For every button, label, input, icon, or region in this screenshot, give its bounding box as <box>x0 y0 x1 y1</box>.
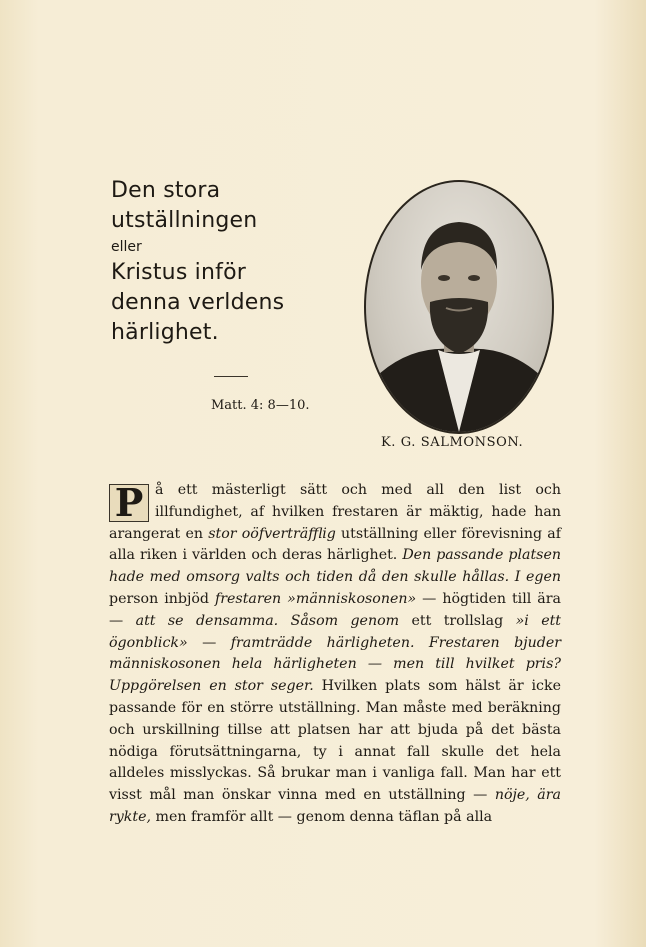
title-line-3: eller <box>111 239 142 255</box>
body-segment-italic: nöje, ära rykte, <box>109 787 561 825</box>
portrait-caption: K. G. SALMONSON. <box>381 435 524 450</box>
body-segment: Hvilken plats som hälst är icke passande för en större utställning. Man måste med beräkning och urskillning tillse att platsen har att bjuda på det bästa nödiga förutsättningarna, ty i annat fall skulle det hela alldeles misslyckas. Så brukar man i vanliga fall. Man har ett visst mål man önskar vinna med en utställning — <box>109 678 561 804</box>
chapter-title <box>111 176 361 348</box>
title-line-4: Kristus inför <box>111 260 246 285</box>
body-segment-italic: frestaren »människosonen» <box>215 590 417 607</box>
title-line-5: denna verldens <box>111 290 285 315</box>
author-portrait <box>364 180 554 434</box>
body-segment-italic: att se densamma. Såsom genom <box>135 612 400 629</box>
title-line-1: Den stora <box>111 178 221 203</box>
drop-cap-letter: P <box>109 484 149 522</box>
body-segment: ett trollslag <box>399 612 516 629</box>
body-segment: å ett mästerligt sätt och med all den list och illfundighet, af hvilken frestaren är mäktig, hade han arangerat en <box>109 482 561 542</box>
body-segment: utställning eller förevisning af alla riken i världen och deras härlighet. <box>109 525 561 564</box>
title-divider <box>214 376 248 377</box>
body-segment-italic: »i ett ögonblick» <box>109 612 562 651</box>
body-segment: — högtiden till ära — <box>109 590 561 629</box>
body-segment-italic: Den passande platsen hade med omsorg valts och tiden då den skulle hållas. I egen <box>109 547 561 586</box>
body-paragraph <box>109 480 561 829</box>
portrait-image <box>366 182 552 432</box>
body-segment: person inbjöd <box>109 590 215 607</box>
body-segment: — <box>187 634 231 651</box>
body-segment-italic: framträdde härligheten. Frestaren bjuder människosonen hela härligheten — men till hvilket pris? Uppgörelsen en stor seger. <box>109 634 561 695</box>
title-line-6: härlighet. <box>111 320 219 345</box>
body-segment: men framför allt — genom denna täflan på alla <box>151 808 493 825</box>
body-segment-italic: stor oöfverträfflig <box>208 525 336 542</box>
title-line-2: utställningen <box>111 208 258 233</box>
bible-reference: Matt. 4: 8—10. <box>211 398 310 413</box>
